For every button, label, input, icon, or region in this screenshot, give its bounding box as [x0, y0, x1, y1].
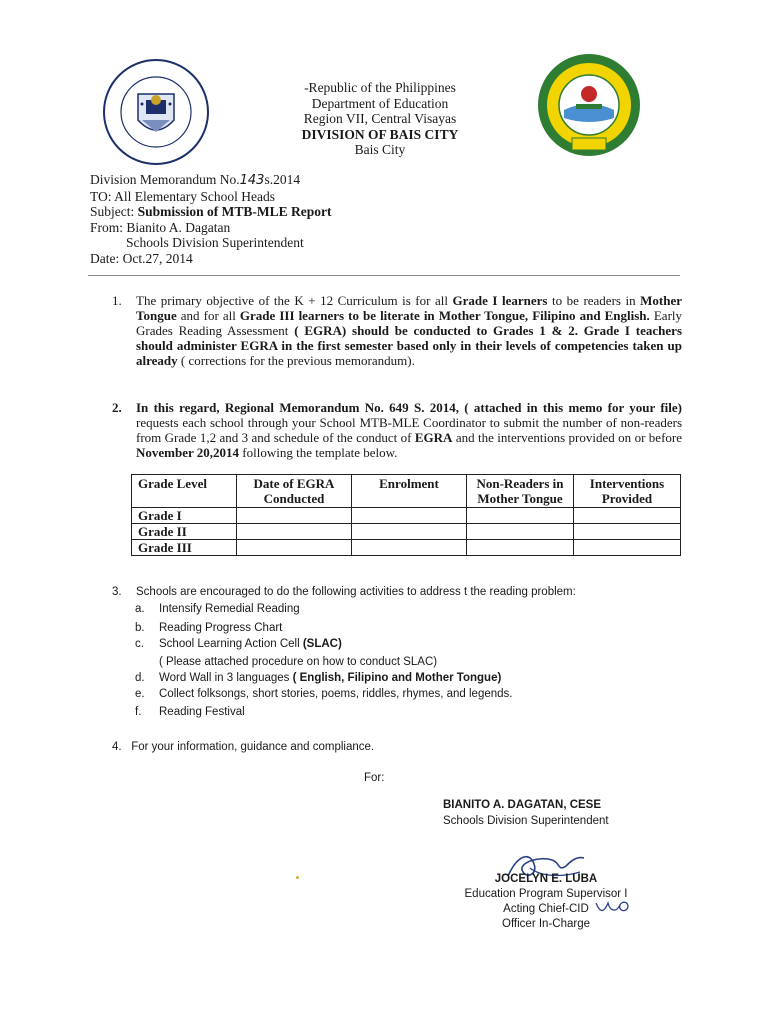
table-cell-grade: Grade II: [132, 524, 237, 540]
table-header-grade-level: Grade Level: [132, 475, 237, 508]
item-1-t5: ( corrections for the previous memorandum).: [177, 353, 415, 368]
memo-number-label: Division Memorandum No.: [90, 172, 240, 187]
item-2-text: [136, 400, 682, 460]
item-2-b2: EGRA: [414, 430, 453, 445]
table-cell-grade: Grade III: [132, 540, 237, 556]
table-cell: [352, 524, 467, 540]
item-1-text: [136, 293, 682, 368]
memo-number-row: [90, 172, 332, 189]
item-1-t3: and for all: [176, 308, 240, 323]
item-2-t1: requests each school through your School MTB-MLE Coordinator to submit the number of non-readers from Grade 1,2 and 3 and schedule of the conduct of: [136, 415, 682, 445]
list-item: [135, 705, 245, 719]
list-item-text: Word Wall in 3 languages: [159, 672, 293, 684]
table-cell: [467, 540, 574, 556]
table-row: [132, 508, 681, 524]
item-1-b3: Grade III learners to be literate in Mother Tongue, Filipino and English.: [239, 308, 650, 323]
list-item-text: Collect folksongs, short stories, poems, riddles, rhymes, and legends.: [159, 688, 513, 700]
table-cell: [352, 508, 467, 524]
supervisor-name: JOCELYN E. LUBA: [494, 873, 598, 885]
superintendent-name: BIANITO A. DAGATAN, CESE: [443, 799, 602, 811]
table-cell: [467, 524, 574, 540]
letterhead: [270, 80, 490, 158]
item-1-t2: to be readers in: [547, 293, 641, 308]
item-1-t1: The primary objective of the K + 12 Curriculum is for all: [136, 293, 453, 308]
list-item-note: ( Please attached procedure on how to conduct SLAC): [159, 656, 438, 668]
item-3-number: 3.: [112, 586, 122, 598]
list-item: [135, 687, 512, 701]
supervisor-role: Acting Chief-CID: [503, 903, 589, 915]
list-letter: e.: [135, 688, 145, 700]
letterhead-city: Bais City: [354, 142, 406, 157]
letterhead-division: DIVISION OF BAIS CITY: [301, 126, 459, 142]
list-letter: f.: [135, 706, 142, 718]
list-item: [135, 602, 300, 616]
table-header-date: Date of EGRA Conducted: [237, 475, 352, 508]
egra-template-table: [131, 474, 681, 556]
table-header-interventions: Interventions Provided: [574, 475, 681, 508]
memo-subject-label: Subject:: [90, 204, 138, 219]
table-header-enrolment: Enrolment: [352, 475, 467, 508]
item-1-b4: ( EGRA) should be conducted to Grades 1 & 2. Grade I teachers should administer EGRA in the first semester based only in their levels of competencies taken up already: [136, 323, 682, 368]
list-item-text: Intensify Remedial Reading: [159, 603, 300, 615]
memo-to: TO: All Elementary School Heads: [90, 188, 275, 204]
table-cell: [467, 508, 574, 524]
list-letter: a.: [135, 603, 145, 615]
deped-seal-icon: [102, 58, 210, 166]
list-letter: b.: [135, 622, 145, 634]
list-item-text: School Learning Action Cell: [159, 638, 303, 650]
superintendent-title: Schools Division Superintendent: [443, 815, 609, 827]
table-cell: [237, 524, 352, 540]
superintendent-block: [443, 797, 609, 829]
item-1-b2: Mother Tongue: [136, 293, 683, 323]
ink-speck: [296, 876, 299, 879]
item-2-t2: and the interventions provided on or before: [452, 430, 682, 445]
table-cell: [352, 540, 467, 556]
list-letter: d.: [135, 672, 145, 684]
header-divider: [88, 275, 680, 276]
letterhead-republic: -Republic of the Philippines: [304, 80, 456, 95]
letterhead-department: Department of Education: [311, 95, 449, 111]
memo-number-suffix: s.2014: [264, 172, 301, 187]
memo-date: Date: Oct.27, 2014: [90, 250, 193, 266]
table-cell: [237, 508, 352, 524]
item-4-number: 4.: [112, 741, 122, 753]
table-row: [132, 540, 681, 556]
memo-from-title: Schools Division Superintendent: [126, 235, 304, 250]
item-1-b1: Grade I learners: [452, 293, 548, 308]
list-item: [135, 671, 501, 685]
table-row: [132, 524, 681, 540]
memo-from: From: Bianito A. Dagatan: [90, 219, 231, 235]
item-2-b1: In this regard, Regional Memorandum No. 649 S. 2014, ( attached in this memo for your file): [136, 400, 682, 415]
list-item: [135, 637, 342, 651]
item-2: [112, 400, 682, 460]
item-3: [112, 585, 576, 599]
item-2-number: 2.: [112, 400, 122, 415]
letterhead-region: Region VII, Central Visayas: [303, 111, 457, 126]
list-item-text: Reading Progress Chart: [159, 622, 283, 634]
list-item-bold: (SLAC): [302, 638, 342, 650]
item-4: [112, 740, 374, 754]
item-2-t3: following the template below.: [239, 445, 398, 460]
table-cell: [574, 524, 681, 540]
table-cell: [237, 540, 352, 556]
list-letter: c.: [135, 638, 144, 650]
memo-header: [90, 172, 332, 266]
table-cell: [574, 508, 681, 524]
table-header-non-readers: Non-Readers in Mother Tongue: [467, 475, 574, 508]
list-item-text: Reading Festival: [159, 706, 245, 718]
list-item: [135, 621, 282, 635]
memo-subject: [90, 204, 332, 220]
item-1-number: 1.: [112, 293, 122, 308]
table-header-row: [132, 475, 681, 508]
memo-number-value: 143: [239, 173, 265, 188]
supervisor-oic: Officer In-Charge: [502, 918, 590, 930]
item-1-t4: Early Grades Reading Assessment: [136, 308, 683, 338]
table-cell: [574, 540, 681, 556]
item-3-lead: Schools are encouraged to do the following activities to address t the reading problem:: [136, 586, 576, 598]
initials-icon: [594, 897, 630, 917]
item-2-b3: November 20,2014: [136, 445, 240, 460]
memo-subject-value: Submission of MTB-MLE Report: [137, 204, 332, 219]
item-1: [112, 293, 682, 368]
supervisor-title: Education Program Supervisor I: [464, 888, 628, 900]
table-cell-grade: Grade I: [132, 508, 237, 524]
for-label: For:: [364, 772, 385, 784]
item-4-text: For your information, guidance and compliance.: [131, 741, 375, 753]
list-item-bold: ( English, Filipino and Mother Tongue): [292, 672, 502, 684]
bais-city-seal-icon: [536, 52, 642, 158]
